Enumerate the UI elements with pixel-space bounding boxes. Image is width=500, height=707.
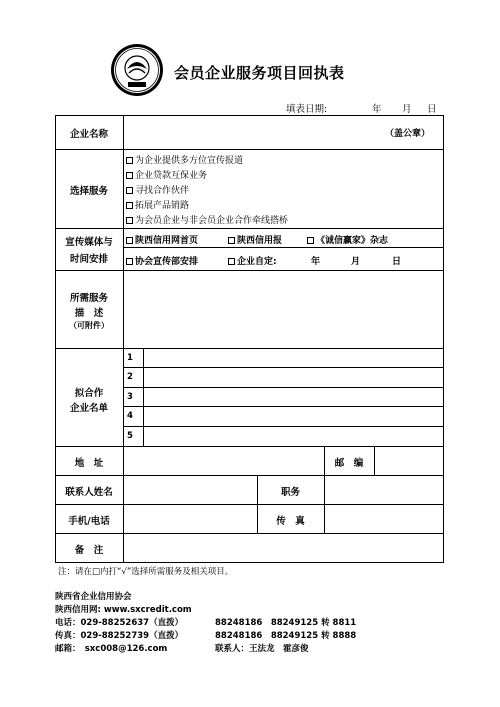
checkbox-icon[interactable] <box>228 258 235 265</box>
checkbox-icon[interactable] <box>126 202 133 209</box>
partner-number: 5 <box>127 431 133 441</box>
checkbox-icon[interactable] <box>307 237 314 244</box>
instruction-note: 注：请在□内打“√”选择所需服务及相关项目。 <box>58 567 234 577</box>
media-option-custom[interactable]: 企业自定: <box>228 254 277 267</box>
footer-website: 陕西信用网: www.sxcredit.com <box>55 605 192 615</box>
description-field[interactable] <box>124 271 442 347</box>
partner-number: 2 <box>127 372 133 382</box>
partner-number: 4 <box>127 411 133 421</box>
address-field[interactable] <box>124 447 324 475</box>
media-label-line1: 宣传媒体与 <box>65 237 113 248</box>
checkbox-icon[interactable] <box>126 187 133 194</box>
checkbox-icon[interactable] <box>126 237 133 244</box>
footer-fax-more: 88248186 88249125 转 8888 <box>215 631 357 641</box>
media-label-line2: 时间安排 <box>69 254 108 265</box>
remarks-label: 备 注 <box>74 545 104 556</box>
partners-label-line1: 拟合作 <box>74 388 104 399</box>
media-date-month: 月 <box>351 257 361 267</box>
postcode-label: 邮 编 <box>334 458 364 469</box>
service-option-3[interactable]: 寻找合作伙伴 <box>126 183 189 196</box>
media-date-day: 日 <box>392 257 402 267</box>
service-option-4[interactable]: 拓展产品销路 <box>126 198 189 211</box>
footer-fax: 传真：029-88252739（直拨） <box>55 631 184 641</box>
checkbox-icon[interactable] <box>126 172 133 179</box>
service-option-1[interactable]: 为企业提供多方位宣传报道 <box>126 153 243 166</box>
page-title: 会员企业服务项目回执表 <box>174 64 345 82</box>
footer-org: 陕西省企业信用协会 <box>55 592 132 602</box>
media-option-association[interactable]: 协会宣传部安排 <box>126 254 198 267</box>
media-date-year: 年 <box>311 257 321 267</box>
contact-name-label: 联系人姓名 <box>65 487 113 498</box>
remarks-field[interactable] <box>124 534 443 562</box>
checkbox-icon[interactable] <box>126 217 133 224</box>
service-option-5[interactable]: 为会员企业与非会员企业合作牵线搭桥 <box>126 213 288 226</box>
checkbox-icon[interactable] <box>126 258 133 265</box>
services-label: 选择服务 <box>69 186 108 197</box>
description-label-line1: 所需服务 <box>69 293 108 304</box>
description-label-line2: 描 述 <box>74 308 104 319</box>
fill-date-month: 月 <box>402 104 412 115</box>
position-field[interactable] <box>325 476 443 504</box>
footer-contacts: 联系人：王法龙 霍彦俊 <box>215 644 309 654</box>
fax-field[interactable] <box>325 505 443 533</box>
service-option-2[interactable]: 企业贷款互保业务 <box>126 168 207 181</box>
fax-label: 传 真 <box>276 516 305 527</box>
seal-note: （盖公章） <box>385 129 431 139</box>
phone-field[interactable] <box>124 505 257 533</box>
media-option-newspaper[interactable]: 陕西信用报 <box>228 233 282 246</box>
address-label: 地 址 <box>74 458 104 469</box>
checkbox-icon[interactable] <box>126 157 133 164</box>
checkbox-icon[interactable] <box>228 237 235 244</box>
description-label-line3: （可附件） <box>69 321 109 330</box>
fill-date-year: 年 <box>372 104 382 115</box>
company-name-label: 企业名称 <box>69 129 108 140</box>
contact-footer <box>55 591 357 656</box>
footer-tel: 电话：029-88252637（直拨） <box>55 618 184 628</box>
postcode-field[interactable] <box>375 447 443 475</box>
partner-number: 3 <box>127 392 133 402</box>
footer-tel-more: 88248186 88249125 转 8811 <box>215 618 357 628</box>
association-seal-icon <box>110 43 164 97</box>
phone-label: 手机/电话 <box>68 516 110 527</box>
media-option-website[interactable]: 陕西信用网首页 <box>126 233 198 246</box>
footer-email: 邮箱： sxc008@126.com <box>55 644 168 654</box>
partner-number: 1 <box>127 353 133 363</box>
media-option-magazine[interactable]: 《诚信赢家》杂志 <box>307 233 388 246</box>
receipt-form <box>55 115 444 563</box>
partners-label-line2: 企业名单 <box>69 403 108 414</box>
fill-date-label: 填表日期: <box>286 104 328 115</box>
position-label: 职务 <box>280 487 300 498</box>
fill-date-day: 日 <box>427 104 437 115</box>
contact-name-field[interactable] <box>124 476 257 504</box>
